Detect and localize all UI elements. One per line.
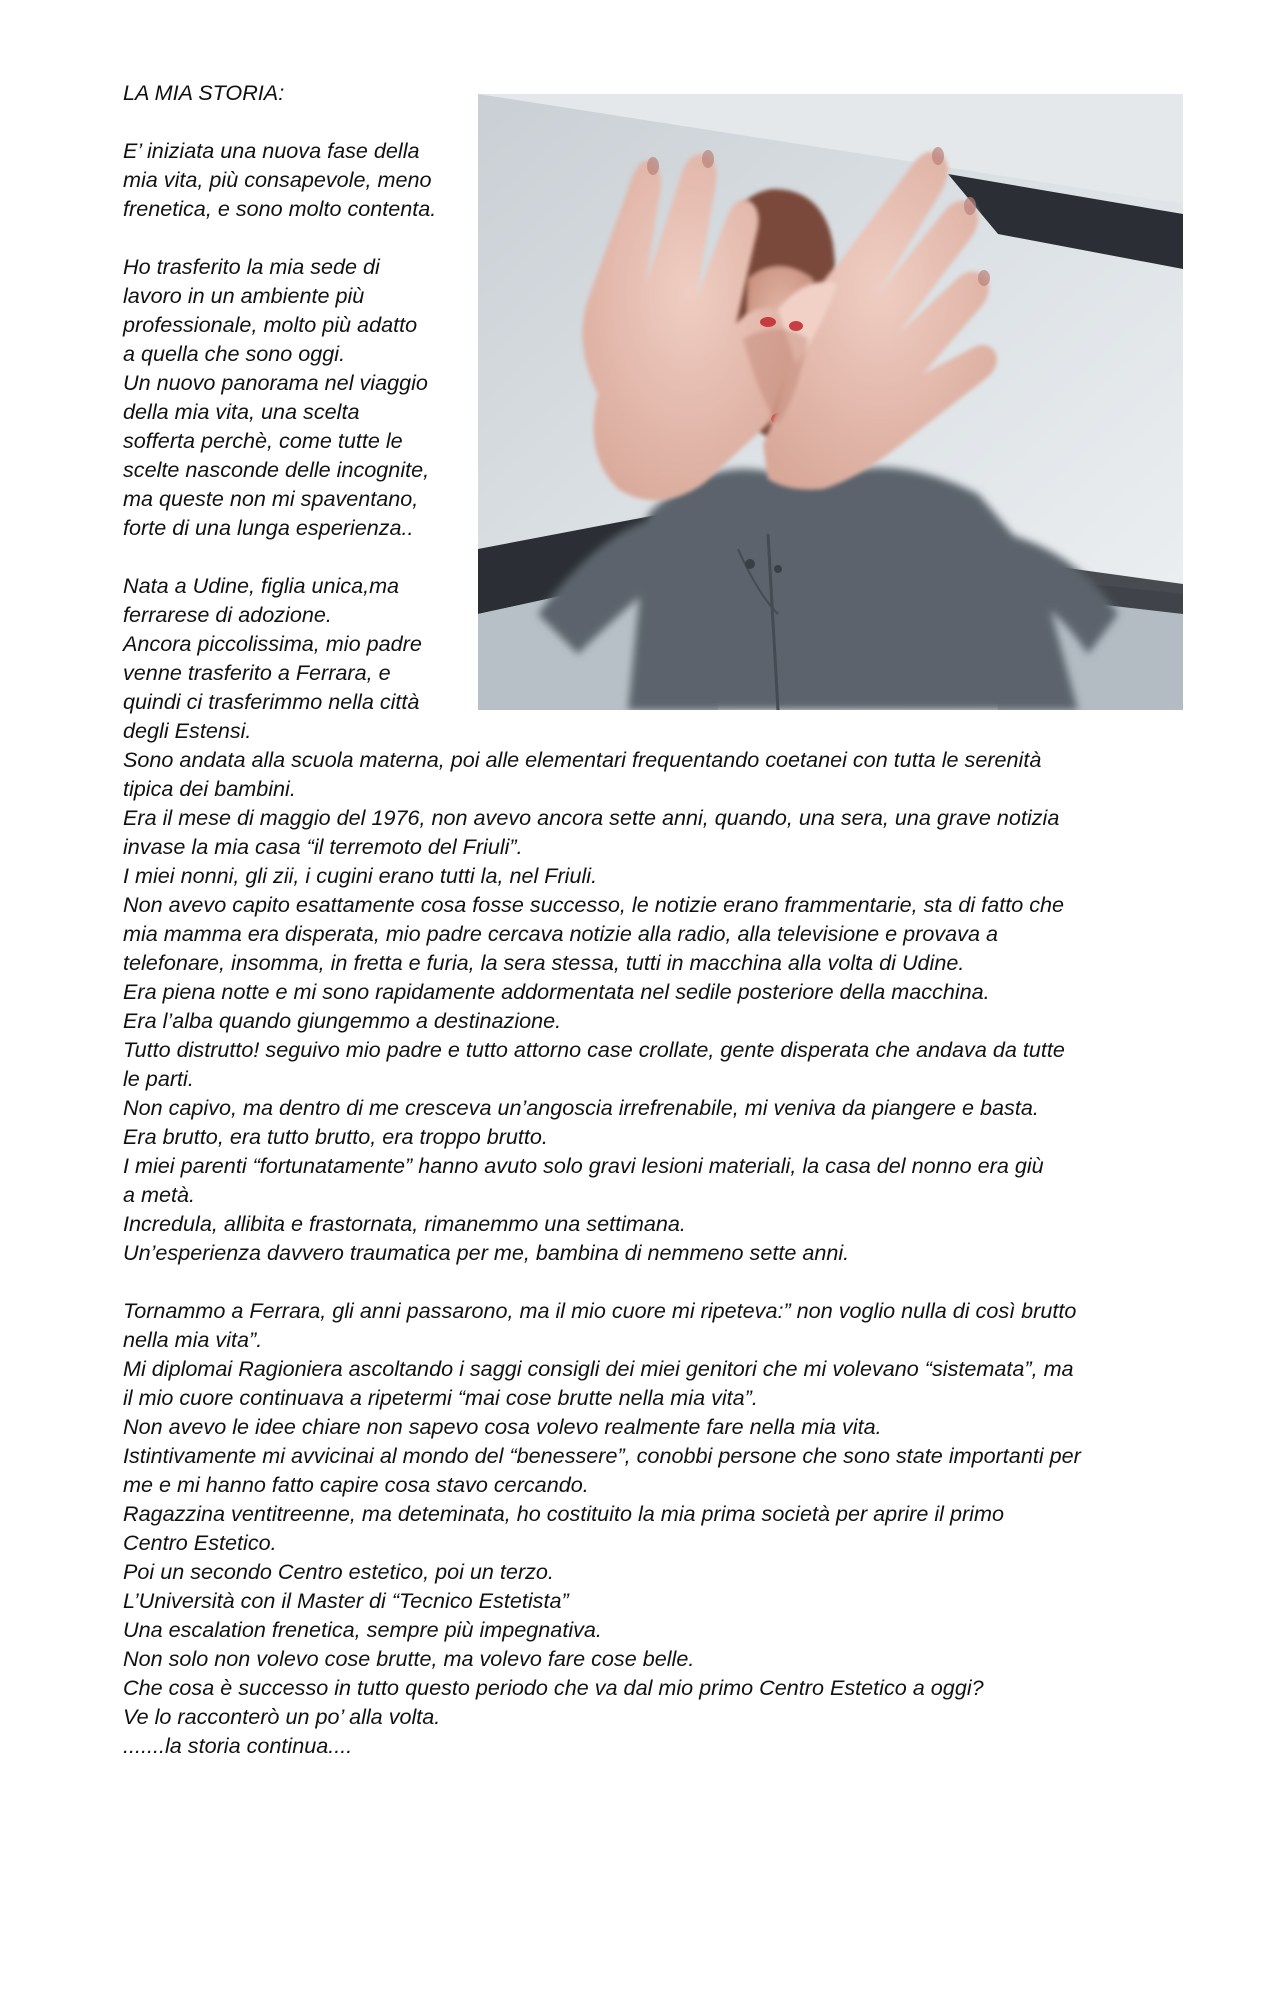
story-line: Mi diplomai Ragioniera ascoltando i saggi consigli dei miei genitori che mi volevano “sistemata”, ma — [123, 1356, 1074, 1381]
intro-line: Ancora piccolissima, mio padre — [123, 631, 422, 656]
story-line: I miei parenti “fortunatamente” hanno avuto solo gravi lesioni materiali, la casa del nonno era giù — [123, 1153, 1044, 1178]
intro-line: quindi ci trasferimmo nella città — [123, 689, 420, 714]
intro-line: della mia vita, una scelta — [123, 399, 360, 424]
story-line: Era il mese di maggio del 1976, non avevo ancora sette anni, quando, una sera, una grave notizia — [123, 805, 1060, 830]
story-line: telefonare, insomma, in fretta e furia, la sera stessa, tutti in macchina alla volta di Udine. — [123, 950, 965, 975]
intro-line: lavoro in un ambiente più — [123, 283, 365, 308]
story-line: Incredula, allibita e frastornata, rimanemmo una settimana. — [123, 1211, 686, 1236]
intro-line: professionale, molto più adatto — [123, 312, 418, 337]
story-line: me e mi hanno fatto capire cosa stavo cercando. — [123, 1472, 589, 1497]
intro-paragraphs — [123, 136, 1193, 745]
story-line: Non solo non volevo cose brutte, ma volevo fare cose belle. — [123, 1646, 695, 1671]
intro-line: ma queste non mi spaventano, — [123, 486, 419, 511]
story-line: Era piena notte e mi sono rapidamente addormentata nel sedile posteriore della macchina. — [123, 979, 990, 1004]
intro-line: scelte nasconde delle incognite, — [123, 457, 430, 482]
intro-line: venne trasferito a Ferrara, e — [123, 660, 391, 685]
intro-line: frenetica, e sono molto contenta. — [123, 196, 437, 221]
story-line: .......la storia continua.... — [123, 1733, 353, 1758]
intro-line: mia vita, più consapevole, meno — [123, 167, 432, 192]
intro-line: a quella che sono oggi. — [123, 341, 346, 366]
story-line: tipica dei bambini. — [123, 776, 296, 801]
story-line: Non capivo, ma dentro di me cresceva un’angoscia irrefrenabile, mi veniva da piangere e basta. — [123, 1095, 1039, 1120]
story-line: Era brutto, era tutto brutto, era troppo brutto. — [123, 1124, 548, 1149]
story-line: Non avevo le idee chiare non sapevo cosa volevo realmente fare nella mia vita. — [123, 1414, 882, 1439]
intro-line: sofferta perchè, come tutte le — [123, 428, 403, 453]
story-line: mia mamma era disperata, mio padre cercava notizie alla radio, alla televisione e provava a — [123, 921, 998, 946]
intro-line: E’ iniziata una nuova fase della — [123, 138, 420, 163]
story-line: le parti. — [123, 1066, 194, 1091]
story-line: Era l’alba quando giungemmo a destinazione. — [123, 1008, 562, 1033]
blank-line — [123, 1267, 1193, 1296]
blank-line — [123, 223, 1193, 252]
story-line: Un’esperienza davvero traumatica per me, bambina di nemmeno sette anni. — [123, 1240, 850, 1265]
intro-line: Ho trasferito la mia sede di — [123, 254, 380, 279]
intro-line: forte di una lunga esperienza.. — [123, 515, 414, 540]
story-line: Ve lo racconterò un po’ alla volta. — [123, 1704, 441, 1729]
story-line: Non avevo capito esattamente cosa fosse successo, le notizie erano frammentarie, sta di fatto che — [123, 892, 1065, 917]
story-document — [123, 78, 1193, 1760]
story-body — [123, 745, 1193, 1760]
story-line: L’Università con il Master di “Tecnico Estetista” — [123, 1588, 569, 1613]
story-line: Ragazzina ventitreenne, ma deteminata, ho costituito la mia prima società per aprire il primo — [123, 1501, 1004, 1526]
intro-line: degli Estensi. — [123, 718, 252, 743]
intro-line: Nata a Udine, figlia unica,ma — [123, 573, 400, 598]
story-line: Istintivamente mi avvicinai al mondo del “benessere”, conobbi persone che sono state importanti per — [123, 1443, 1081, 1468]
story-title: LA MIA STORIA: — [123, 80, 285, 105]
intro-line: ferrarese di adozione. — [123, 602, 332, 627]
story-line: Poi un secondo Centro estetico, poi un terzo. — [123, 1559, 554, 1584]
story-line: Sono andata alla scuola materna, poi alle elementari frequentando coetanei con tutta le serenità — [123, 747, 1042, 772]
story-line: Tutto distrutto! seguivo mio padre e tutto attorno case crollate, gente disperata che andava da tutte — [123, 1037, 1065, 1062]
story-line: Che cosa è successo in tutto questo periodo che va dal mio primo Centro Estetico a oggi? — [123, 1675, 984, 1700]
story-line: invase la mia casa “il terremoto del Friuli”. — [123, 834, 523, 859]
blank-line — [123, 542, 1193, 571]
story-line: il mio cuore continuava a ripetermi “mai cose brutte nella mia vita”. — [123, 1385, 758, 1410]
story-line: Una escalation frenetica, sempre più impegnativa. — [123, 1617, 602, 1642]
story-line: nella mia vita”. — [123, 1327, 263, 1352]
story-line: I miei nonni, gli zii, i cugini erano tutti la, nel Friuli. — [123, 863, 598, 888]
story-line: Tornammo a Ferrara, gli anni passarono, ma il mio cuore mi ripeteva:” non voglio nulla di così brutto — [123, 1298, 1077, 1323]
story-line: Centro Estetico. — [123, 1530, 277, 1555]
story-line: a metà. — [123, 1182, 196, 1207]
intro-line: Un nuovo panorama nel viaggio — [123, 370, 428, 395]
